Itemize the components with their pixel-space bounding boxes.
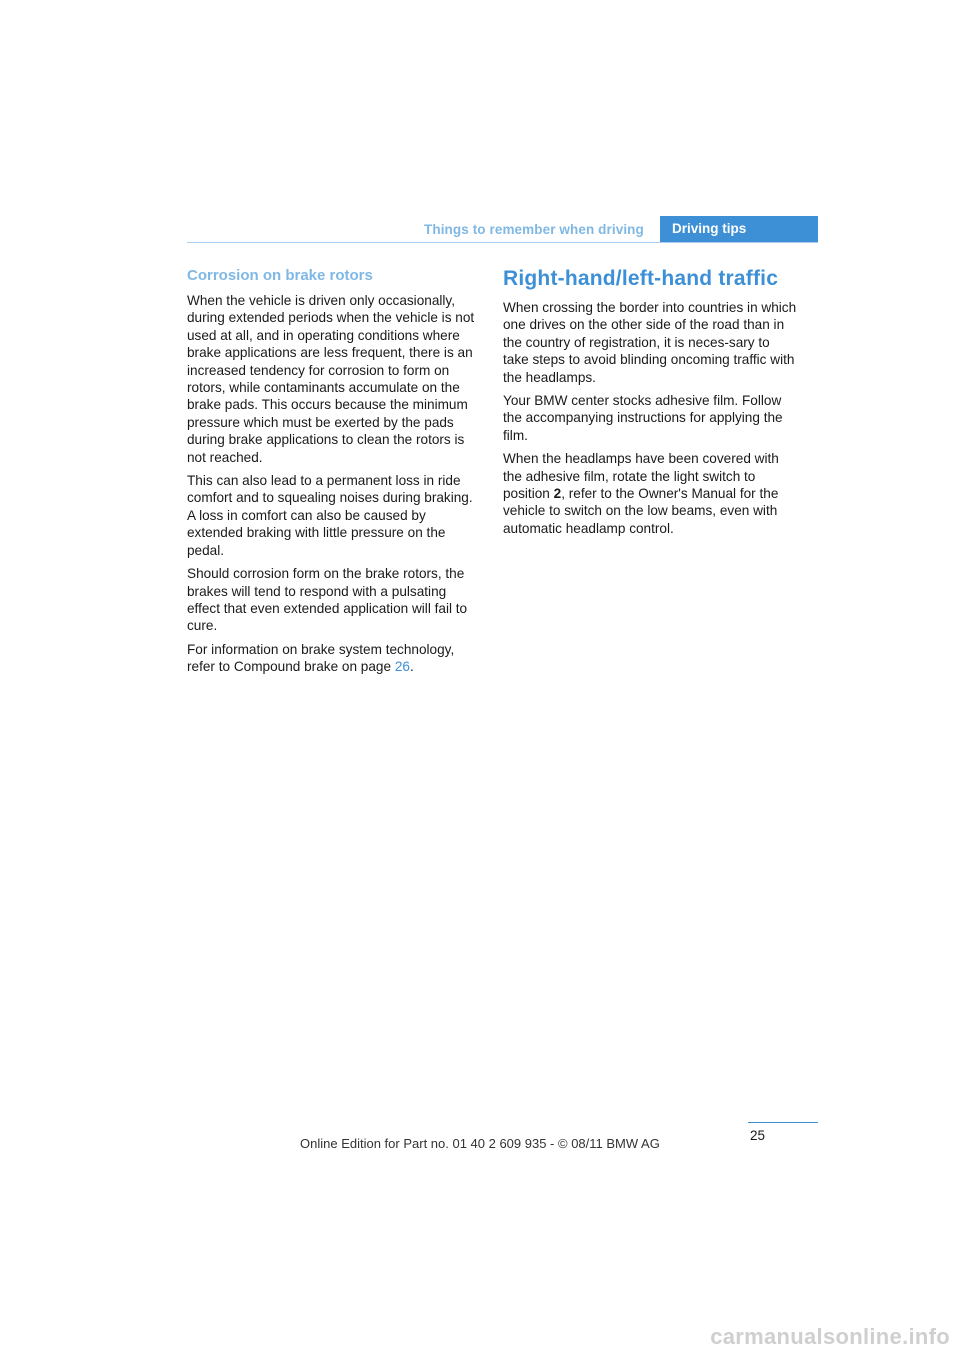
paragraph: When the vehicle is driven only occasionally, during extended periods when the vehicle is not used at all, and in operating conditions where brake applications are less frequent, there is an increased tendency for corrosion to form on rotors, while contaminants accumulate on the brake pads. This occurs because the minimum pressure which must be exerted by the pads during brake applications to clean the rotors is not reached. xyxy=(187,293,475,465)
left-column xyxy=(187,266,482,682)
running-header-tab: Driving tips xyxy=(660,216,818,242)
paragraph: When crossing the border into countries in which one drives on the other side of the road than in the country of registration, it is neces-sary to take steps to avoid blinding oncoming traffic with the headlamps. xyxy=(503,300,797,385)
paragraph-text: , refer to the Owner's Manual for the vehicle to switch on the low beams, even with automatic headlamp control. xyxy=(503,486,779,536)
right-column xyxy=(503,266,798,543)
paragraph: Your BMW center stocks adhesive film. Follow the accompanying instructions for applying the film. xyxy=(503,393,783,443)
page-number: 25 xyxy=(750,1128,766,1143)
section-heading-traffic: Right-hand/left-hand traffic xyxy=(503,267,779,290)
watermark: carmanualsonline.info xyxy=(710,1324,950,1349)
footer-rule xyxy=(748,1122,818,1123)
paragraph-text: For information on brake system technology, refer to Compound brake on page xyxy=(187,641,455,675)
page-reference-link[interactable]: 26 xyxy=(394,659,410,675)
position-number: 2 xyxy=(553,486,562,502)
header-rule xyxy=(187,242,818,243)
paragraph: Should corrosion form on the brake rotors, the brakes will tend to respond with a pulsating effect that even extended application will fail to cure. xyxy=(187,566,468,634)
section-heading-brake-corrosion: Corrosion on brake rotors xyxy=(187,267,373,284)
paragraph-text: When the headlamps have been covered with the adhesive film, rotate the light switch to position xyxy=(503,451,779,502)
paragraph-text: . xyxy=(409,659,414,675)
paragraph xyxy=(503,450,798,537)
paragraph xyxy=(187,641,482,676)
paragraph: This can also lead to a permanent loss in ride comfort and to squealing noises during braking. A loss in comfort can also be caused by extended braking with little pressure on the pedal. xyxy=(187,473,473,558)
running-header-section: Things to remember when driving xyxy=(424,222,644,237)
edition-footer: Online Edition for Part no. 01 40 2 609 935 - © 08/11 BMW AG xyxy=(300,1136,660,1151)
